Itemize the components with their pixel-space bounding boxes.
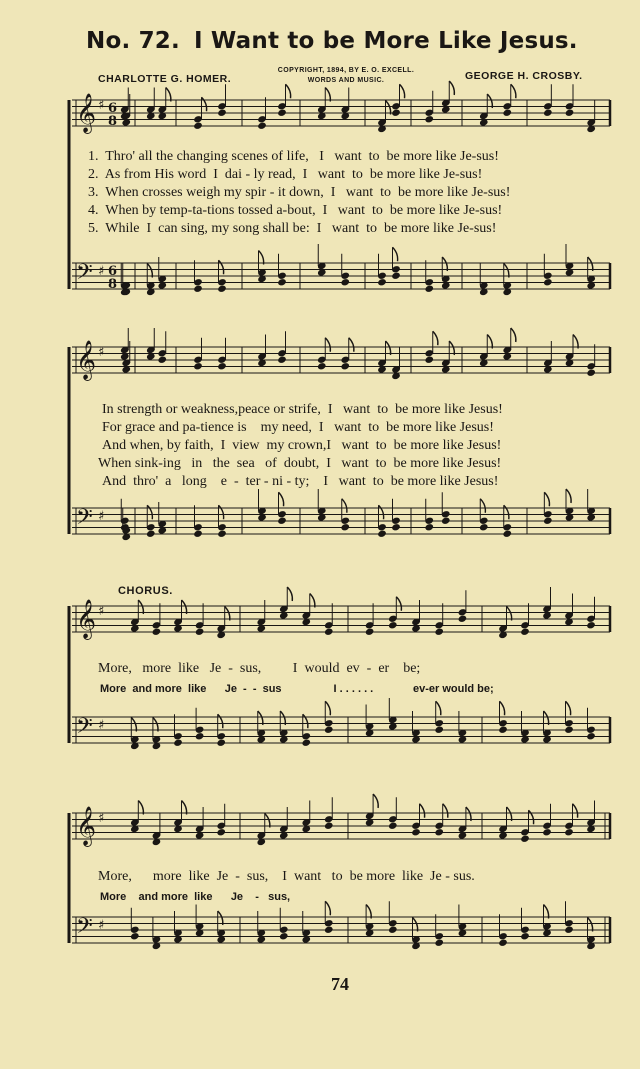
- note-head: [586, 621, 596, 629]
- note-flag: [218, 911, 223, 925]
- note-head: [424, 523, 434, 531]
- copyright-line-1: COPYRIGHT, 1894, BY E. O. EXCELL.: [277, 67, 415, 74]
- note-head: [479, 523, 489, 531]
- hymn-number: No. 72.: [86, 28, 180, 54]
- note-head: [542, 828, 552, 836]
- note-head: [434, 726, 444, 734]
- note-head: [324, 926, 334, 934]
- note-flag: [588, 257, 593, 271]
- note-head: [520, 932, 530, 940]
- key-signature-sharp: ♯: [98, 918, 105, 933]
- note-flag: [507, 807, 512, 821]
- note-flag: [436, 701, 441, 715]
- note-head: [277, 109, 287, 117]
- note-flag: [373, 794, 378, 808]
- key-signature-sharp: ♯: [98, 509, 105, 524]
- note-flag: [396, 597, 401, 611]
- note-head: [543, 109, 553, 117]
- note-head: [564, 926, 574, 934]
- verse-3-line-1: 3. When crosses weigh my spir - it down, I want to be more like Je-sus!: [88, 185, 511, 200]
- bass-clef: 𝄢: [76, 505, 93, 535]
- note-head: [193, 285, 203, 293]
- note-head: [340, 278, 350, 286]
- note-flag: [147, 505, 152, 519]
- note-flag: [218, 714, 223, 728]
- verse-1-line-1: 1. Thro' all the changing scenes of life, I want to be more like Je-sus!: [88, 149, 499, 164]
- note-flag: [420, 804, 425, 818]
- note-flag: [280, 711, 285, 725]
- note-flag: [138, 600, 143, 614]
- note-head: [388, 926, 398, 934]
- note-head: [388, 621, 398, 629]
- composer-credit: GEORGE H. CROSBY.: [465, 70, 583, 82]
- note-head: [434, 628, 444, 636]
- note-flag: [511, 328, 516, 342]
- note-head: [458, 615, 468, 623]
- verse-3-line-2: And when, by faith, I view my crown,I want to be more like Jesus!: [102, 438, 502, 453]
- note-head: [424, 356, 434, 364]
- lyricist-credit: CHARLOTTE G. HOMER.: [98, 73, 232, 85]
- bass-clef: 𝄢: [76, 260, 93, 290]
- note-flag: [366, 905, 371, 919]
- note-head: [564, 726, 574, 734]
- note-head: [216, 828, 226, 836]
- note-head: [217, 285, 227, 293]
- note-head: [340, 523, 350, 531]
- bass-clef: 𝄢: [76, 714, 93, 744]
- note-head: [502, 530, 512, 538]
- note-head: [195, 628, 205, 636]
- note-flag: [225, 607, 230, 621]
- note-flag: [153, 718, 158, 732]
- note-head: [365, 628, 375, 636]
- treble-clef: 𝄞: [76, 93, 97, 133]
- note-head: [391, 109, 401, 117]
- note-flag: [386, 341, 391, 355]
- note-flag: [443, 804, 448, 818]
- note-head: [564, 828, 574, 836]
- note-head: [424, 285, 434, 293]
- note-head: [317, 362, 327, 370]
- note-flag: [480, 499, 485, 513]
- key-signature-sharp: ♯: [98, 345, 105, 360]
- key-signature-sharp: ♯: [98, 98, 105, 113]
- verse-4-line-1: 4. When by temp-ta-tions tossed a-bout, I want to be more like Je-sus!: [88, 203, 503, 218]
- note-flag: [182, 801, 187, 815]
- note-head: [217, 530, 227, 538]
- note-head: [586, 369, 596, 377]
- note-head: [388, 822, 398, 830]
- note-flag: [303, 714, 308, 728]
- treble-clef: 𝄞: [76, 340, 97, 380]
- note-head: [502, 109, 512, 117]
- note-head: [195, 732, 205, 740]
- note-head: [324, 628, 334, 636]
- note-head: [411, 828, 421, 836]
- note-flag: [433, 331, 438, 345]
- note-flag: [566, 489, 571, 503]
- note-head: [277, 278, 287, 286]
- bass-clef: 𝄢: [76, 914, 93, 944]
- hymn-title: I Want to be More Like Jesus.: [193, 28, 578, 54]
- note-head: [377, 530, 387, 538]
- note-head: [257, 122, 267, 130]
- note-head: [301, 739, 311, 747]
- verse-4-line-2: When sink-ing in the sea of doubt, I want to be more like Jesus!: [98, 456, 502, 471]
- copyright-line-2: WORDS AND MUSIC.: [307, 77, 385, 84]
- note-head: [340, 362, 350, 370]
- verse-5-line-1: 5. While I can sing, my song shall be: I want to be more like Je-sus!: [88, 221, 497, 236]
- note-flag: [147, 264, 152, 278]
- time-signature-top: 6: [108, 101, 118, 116]
- note-flag: [529, 810, 534, 824]
- page-number: 74: [331, 974, 349, 994]
- note-flag: [449, 341, 454, 355]
- note-flag: [259, 251, 264, 265]
- key-signature-sharp: ♯: [98, 718, 105, 733]
- note-head: [193, 122, 203, 130]
- note-head: [565, 109, 575, 117]
- note-head: [441, 517, 451, 525]
- note-flag: [349, 338, 354, 352]
- note-flag: [466, 807, 471, 821]
- note-flag: [202, 97, 207, 111]
- note-head: [498, 939, 508, 947]
- note-head: [279, 932, 289, 940]
- note-flag: [449, 81, 454, 95]
- time-signature-bottom: 8: [108, 114, 118, 129]
- note-flag: [265, 814, 270, 828]
- note-head: [324, 822, 334, 830]
- note-flag: [379, 505, 384, 519]
- note-head: [216, 739, 226, 747]
- verse-2-line-2: For grace and pa-tience is my need, I want to be more like Jesus!: [102, 420, 494, 435]
- chorus-line-2-lyrics: More, more like Je - sus, I want to be more like Je - sus.: [98, 869, 475, 884]
- note-flag: [504, 505, 509, 519]
- note-head: [193, 362, 203, 370]
- note-head: [217, 109, 227, 117]
- note-head: [277, 356, 287, 364]
- note-flag: [342, 499, 347, 513]
- note-flag: [279, 492, 284, 506]
- note-flag: [544, 711, 549, 725]
- note-flag: [500, 701, 505, 715]
- time-signature-bottom: 8: [108, 277, 118, 292]
- note-head: [543, 517, 553, 525]
- note-flag: [393, 247, 398, 261]
- note-flag: [325, 338, 330, 352]
- note-flag: [325, 88, 330, 102]
- note-flag: [310, 594, 315, 608]
- treble-clef: 𝄞: [76, 599, 97, 639]
- note-flag: [413, 918, 418, 932]
- note-flag: [166, 88, 171, 102]
- note-head: [146, 530, 156, 538]
- note-head: [193, 530, 203, 538]
- note-flag: [504, 264, 509, 278]
- note-flag: [588, 918, 593, 932]
- time-signature-top: 6: [108, 264, 118, 279]
- note-flag: [566, 701, 571, 715]
- note-head: [543, 278, 553, 286]
- chorus-line-1-alt-lyrics: More and more like Je - - sus I . . . . . . ev-er would be;: [100, 683, 494, 695]
- note-flag: [258, 711, 263, 725]
- note-flag: [544, 492, 549, 506]
- note-head: [377, 278, 387, 286]
- verse-2-line-1: 2. As from His word I dai - ly read, I want to be more like Je-sus!: [88, 167, 483, 182]
- note-head: [157, 356, 167, 364]
- note-flag: [219, 260, 224, 274]
- treble-clef: 𝄞: [76, 806, 97, 846]
- note-head: [520, 628, 530, 636]
- note-head: [391, 272, 401, 280]
- note-head: [434, 828, 444, 836]
- key-signature-sharp: ♯: [98, 264, 105, 279]
- note-flag: [325, 901, 330, 915]
- note-flag: [400, 84, 405, 98]
- note-flag: [487, 335, 492, 349]
- note-flag: [386, 101, 391, 115]
- key-signature-sharp: ♯: [98, 811, 105, 826]
- note-flag: [131, 718, 136, 732]
- note-flag: [573, 804, 578, 818]
- note-head: [424, 115, 434, 123]
- note-flag: [442, 257, 447, 271]
- note-flag: [138, 801, 143, 815]
- note-flag: [287, 587, 292, 601]
- note-flag: [182, 600, 187, 614]
- key-signature-sharp: ♯: [98, 604, 105, 619]
- note-head: [498, 726, 508, 734]
- note-flag: [511, 84, 516, 98]
- note-head: [217, 362, 227, 370]
- note-head: [586, 732, 596, 740]
- note-head: [152, 628, 162, 636]
- note-head: [173, 739, 183, 747]
- note-head: [130, 932, 140, 940]
- note-head: [520, 835, 530, 843]
- note-head: [391, 523, 401, 531]
- chorus-line-2-alt-lyrics: More and more like Je - sus,: [100, 891, 291, 903]
- verse-1-line-2: In strength or weakness,peace or strife, I want to be more like Jesus!: [102, 402, 503, 417]
- note-head: [324, 726, 334, 734]
- note-head: [277, 517, 287, 525]
- chorus-label: CHORUS.: [118, 585, 173, 597]
- note-flag: [487, 94, 492, 108]
- chorus-line-1-lyrics: More, more like Je - sus, I would ev - er be;: [98, 661, 421, 676]
- note-flag: [573, 335, 578, 349]
- note-head: [434, 939, 444, 947]
- note-flag: [507, 607, 512, 621]
- note-flag: [286, 84, 291, 98]
- verse-5-line-2: And thro' a long e - ter - ni - ty; I want to be more like Jesus!: [102, 474, 499, 489]
- note-flag: [544, 905, 549, 919]
- note-flag: [325, 701, 330, 715]
- note-flag: [219, 505, 224, 519]
